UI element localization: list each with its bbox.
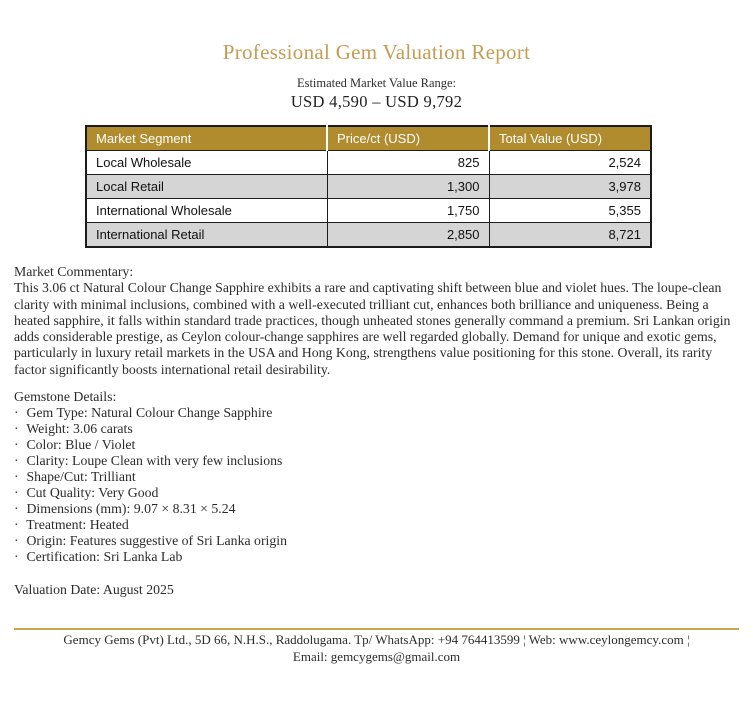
cell-total-value: 3,978	[489, 175, 651, 199]
detail-item-clarity	[14, 453, 739, 469]
cell-total-value: 5,355	[489, 199, 651, 223]
table-row	[86, 223, 651, 248]
detail-item-text: Gem Type: Natural Colour Change Sapphire	[26, 405, 273, 421]
bullet: ·	[14, 485, 19, 501]
cell-total-value: 2,524	[489, 151, 651, 175]
detail-item-text: Clarity: Loupe Clean with very few inclusions	[26, 453, 283, 469]
table-row	[86, 175, 651, 199]
market-commentary-section	[14, 264, 739, 378]
detail-item-text: Color: Blue / Violet	[26, 437, 136, 453]
detail-item-cut-quality	[14, 485, 739, 501]
table-row	[86, 199, 651, 223]
valuation-table	[85, 125, 652, 248]
detail-item-text: Weight: 3.06 carats	[26, 421, 133, 437]
gemstone-details-heading: Gemstone Details:	[14, 389, 117, 405]
valuation-date: Valuation Date: August 2025	[14, 582, 174, 598]
bullet: ·	[14, 405, 19, 421]
footer-contact-line: Gemcy Gems (Pvt) Ltd., 5D 66, N.H.S., Raddolugama. Tp/ WhatsApp: +94 764413599 ¦ Web: www.ceylongemcy.com ¦	[63, 632, 690, 647]
bullet: ·	[14, 533, 19, 549]
cell-price-per-ct: 2,850	[327, 223, 489, 248]
market-commentary-heading: Market Commentary:	[14, 264, 134, 279]
detail-item-text: Shape/Cut: Trilliant	[26, 469, 136, 485]
cell-segment: Local Retail	[86, 175, 327, 199]
column-header-market-segment: Market Segment	[86, 126, 327, 151]
detail-item-weight	[14, 421, 739, 437]
bullet: ·	[14, 501, 19, 517]
report-title: Professional Gem Valuation Report	[222, 40, 531, 64]
bullet: ·	[14, 421, 19, 437]
market-commentary-body: This 3.06 ct Natural Colour Change Sapphire exhibits a rare and captivating shift between blue and violet hues. The loupe-clean clarity with minimal inclusions, combined with a well-executed trilliant cut, enhances both brilliance and uniqueness. Being a heated sapphire, it falls within standard trade practices, though unheated stones generally command a premium. Sri Lankan origin adds considerable prestige, as Ceylon colour-change sapphires are well regarded globally. Demand for unique and exotic gems, particularly in luxury retail markets in the USA and Hong Kong, strengthens value positioning for this stone. Overall, its rarity factor significantly boosts international retail desirability.	[14, 280, 731, 377]
detail-item-text: Cut Quality: Very Good	[26, 485, 159, 501]
value-range: USD 4,590 – USD 9,792	[290, 92, 463, 111]
bullet: ·	[14, 437, 19, 453]
detail-item-treatment	[14, 517, 739, 533]
bullet: ·	[14, 549, 19, 565]
footer	[14, 628, 739, 665]
bullet: ·	[14, 453, 19, 469]
bullet: ·	[14, 517, 19, 533]
detail-item-dimensions	[14, 501, 739, 517]
bullet: ·	[14, 469, 19, 485]
cell-total-value: 8,721	[489, 223, 651, 248]
detail-item-text: Treatment: Heated	[26, 517, 129, 533]
detail-item-text: Certification: Sri Lanka Lab	[26, 549, 183, 565]
footer-email-line: Email: gemcygems@gmail.com	[292, 648, 461, 664]
cell-price-per-ct: 825	[327, 151, 489, 175]
cell-price-per-ct: 1,750	[327, 199, 489, 223]
column-header-price-per-ct: Price/ct (USD)	[327, 126, 489, 151]
table-header-row	[86, 126, 651, 151]
detail-item-text: Origin: Features suggestive of Sri Lanka origin	[26, 533, 288, 549]
detail-item-text: Dimensions (mm): 9.07 × 8.31 × 5.24	[26, 501, 236, 517]
detail-item-certification	[14, 549, 739, 565]
cell-segment: International Retail	[86, 223, 327, 248]
table-row	[86, 151, 651, 175]
gemstone-details-section	[14, 389, 739, 565]
cell-segment: International Wholesale	[86, 199, 327, 223]
detail-item-origin	[14, 533, 739, 549]
detail-item-shape-cut	[14, 469, 739, 485]
detail-item-gem-type	[14, 405, 739, 421]
cell-segment: Local Wholesale	[86, 151, 327, 175]
column-header-total-value: Total Value (USD)	[489, 126, 651, 151]
value-range-label: Estimated Market Value Range:	[296, 76, 457, 90]
detail-item-color	[14, 437, 739, 453]
cell-price-per-ct: 1,300	[327, 175, 489, 199]
